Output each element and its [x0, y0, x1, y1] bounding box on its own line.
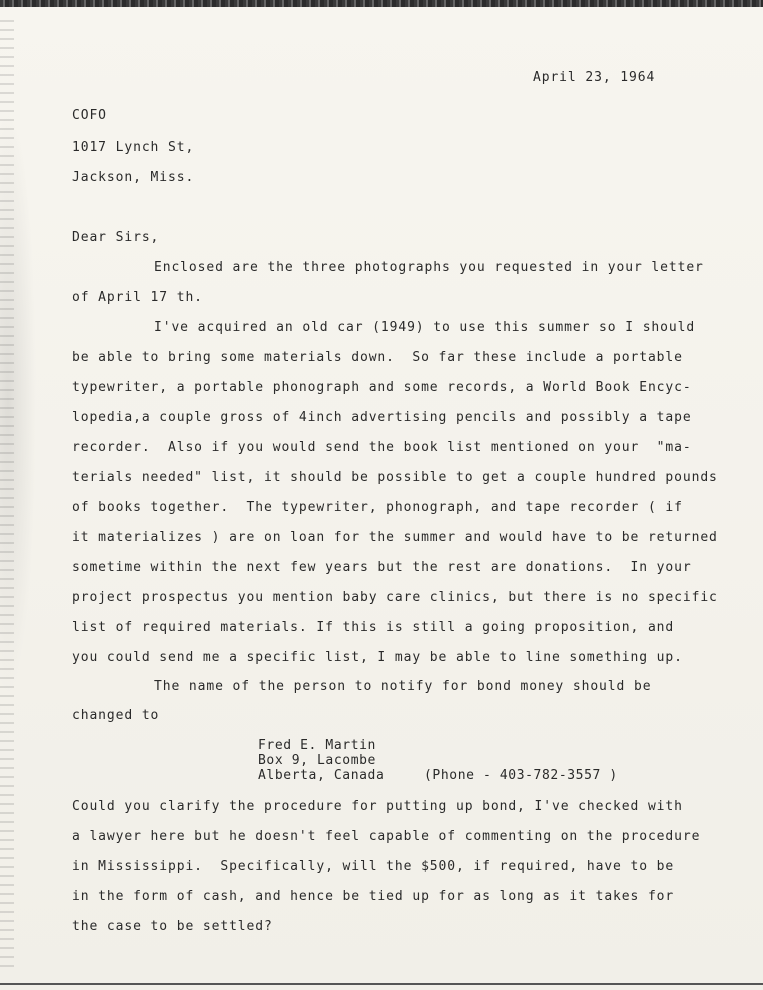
- contact-box: Box 9, Lacombe: [258, 753, 376, 768]
- recipient-street: 1017 Lynch St,: [72, 140, 195, 155]
- body-line: changed to: [72, 708, 160, 723]
- body-line: typewriter, a portable phonograph and some records, a World Book Encyc-: [72, 380, 692, 395]
- recipient-name: COFO: [72, 108, 107, 123]
- body-line: sometime within the next few years but the rest are donations. In your: [72, 560, 692, 575]
- body-line: you could send me a specific list, I may be able to line something up.: [72, 650, 683, 665]
- salutation: Dear Sirs,: [72, 230, 160, 245]
- closing-line: in the form of cash, and hence be tied up for as long as it takes for: [72, 889, 675, 904]
- scan-top-edge: [0, 0, 763, 7]
- closing-line: a lawyer here but he doesn't feel capable of commenting on the procedure: [72, 829, 701, 844]
- body-line: Enclosed are the three photographs you requested in your letter: [154, 260, 704, 275]
- body-line: be able to bring some materials down. So far these include a portable: [72, 350, 683, 365]
- contact-name: Fred E. Martin: [258, 738, 376, 753]
- body-line: of April 17 th.: [72, 290, 203, 305]
- body-line: list of required materials. If this is still a going proposition, and: [72, 620, 675, 635]
- body-line: recorder. Also if you would send the book list mentioned on your "ma-: [72, 440, 692, 455]
- closing-line: the case to be settled?: [72, 919, 273, 934]
- body-line: terials needed" list, it should be possible to get a couple hundred pounds: [72, 470, 718, 485]
- body-line: The name of the person to notify for bond money should be: [154, 679, 652, 694]
- body-line: lopedia,a couple gross of 4inch advertising pencils and possibly a tape: [72, 410, 692, 425]
- scan-left-edge: [0, 20, 14, 970]
- body-line: of books together. The typewriter, phonograph, and tape recorder ( if: [72, 500, 683, 515]
- contact-phone: (Phone - 403-782-3557 ): [424, 768, 618, 783]
- body-line: I've acquired an old car (1949) to use this summer so I should: [154, 320, 696, 335]
- closing-line: in Mississippi. Specifically, will the $500, if required, have to be: [72, 859, 675, 874]
- scan-bottom-edge: [0, 983, 763, 985]
- body-line: it materializes ) are on loan for the summer and would have to be returned: [72, 530, 718, 545]
- letter-date: April 23, 1964: [533, 70, 656, 85]
- body-line: project prospectus you mention baby care clinics, but there is no specific: [72, 590, 718, 605]
- contact-region: Alberta, Canada: [258, 768, 385, 783]
- closing-line: Could you clarify the procedure for putting up bond, I've checked with: [72, 799, 683, 814]
- recipient-city: Jackson, Miss.: [72, 170, 195, 185]
